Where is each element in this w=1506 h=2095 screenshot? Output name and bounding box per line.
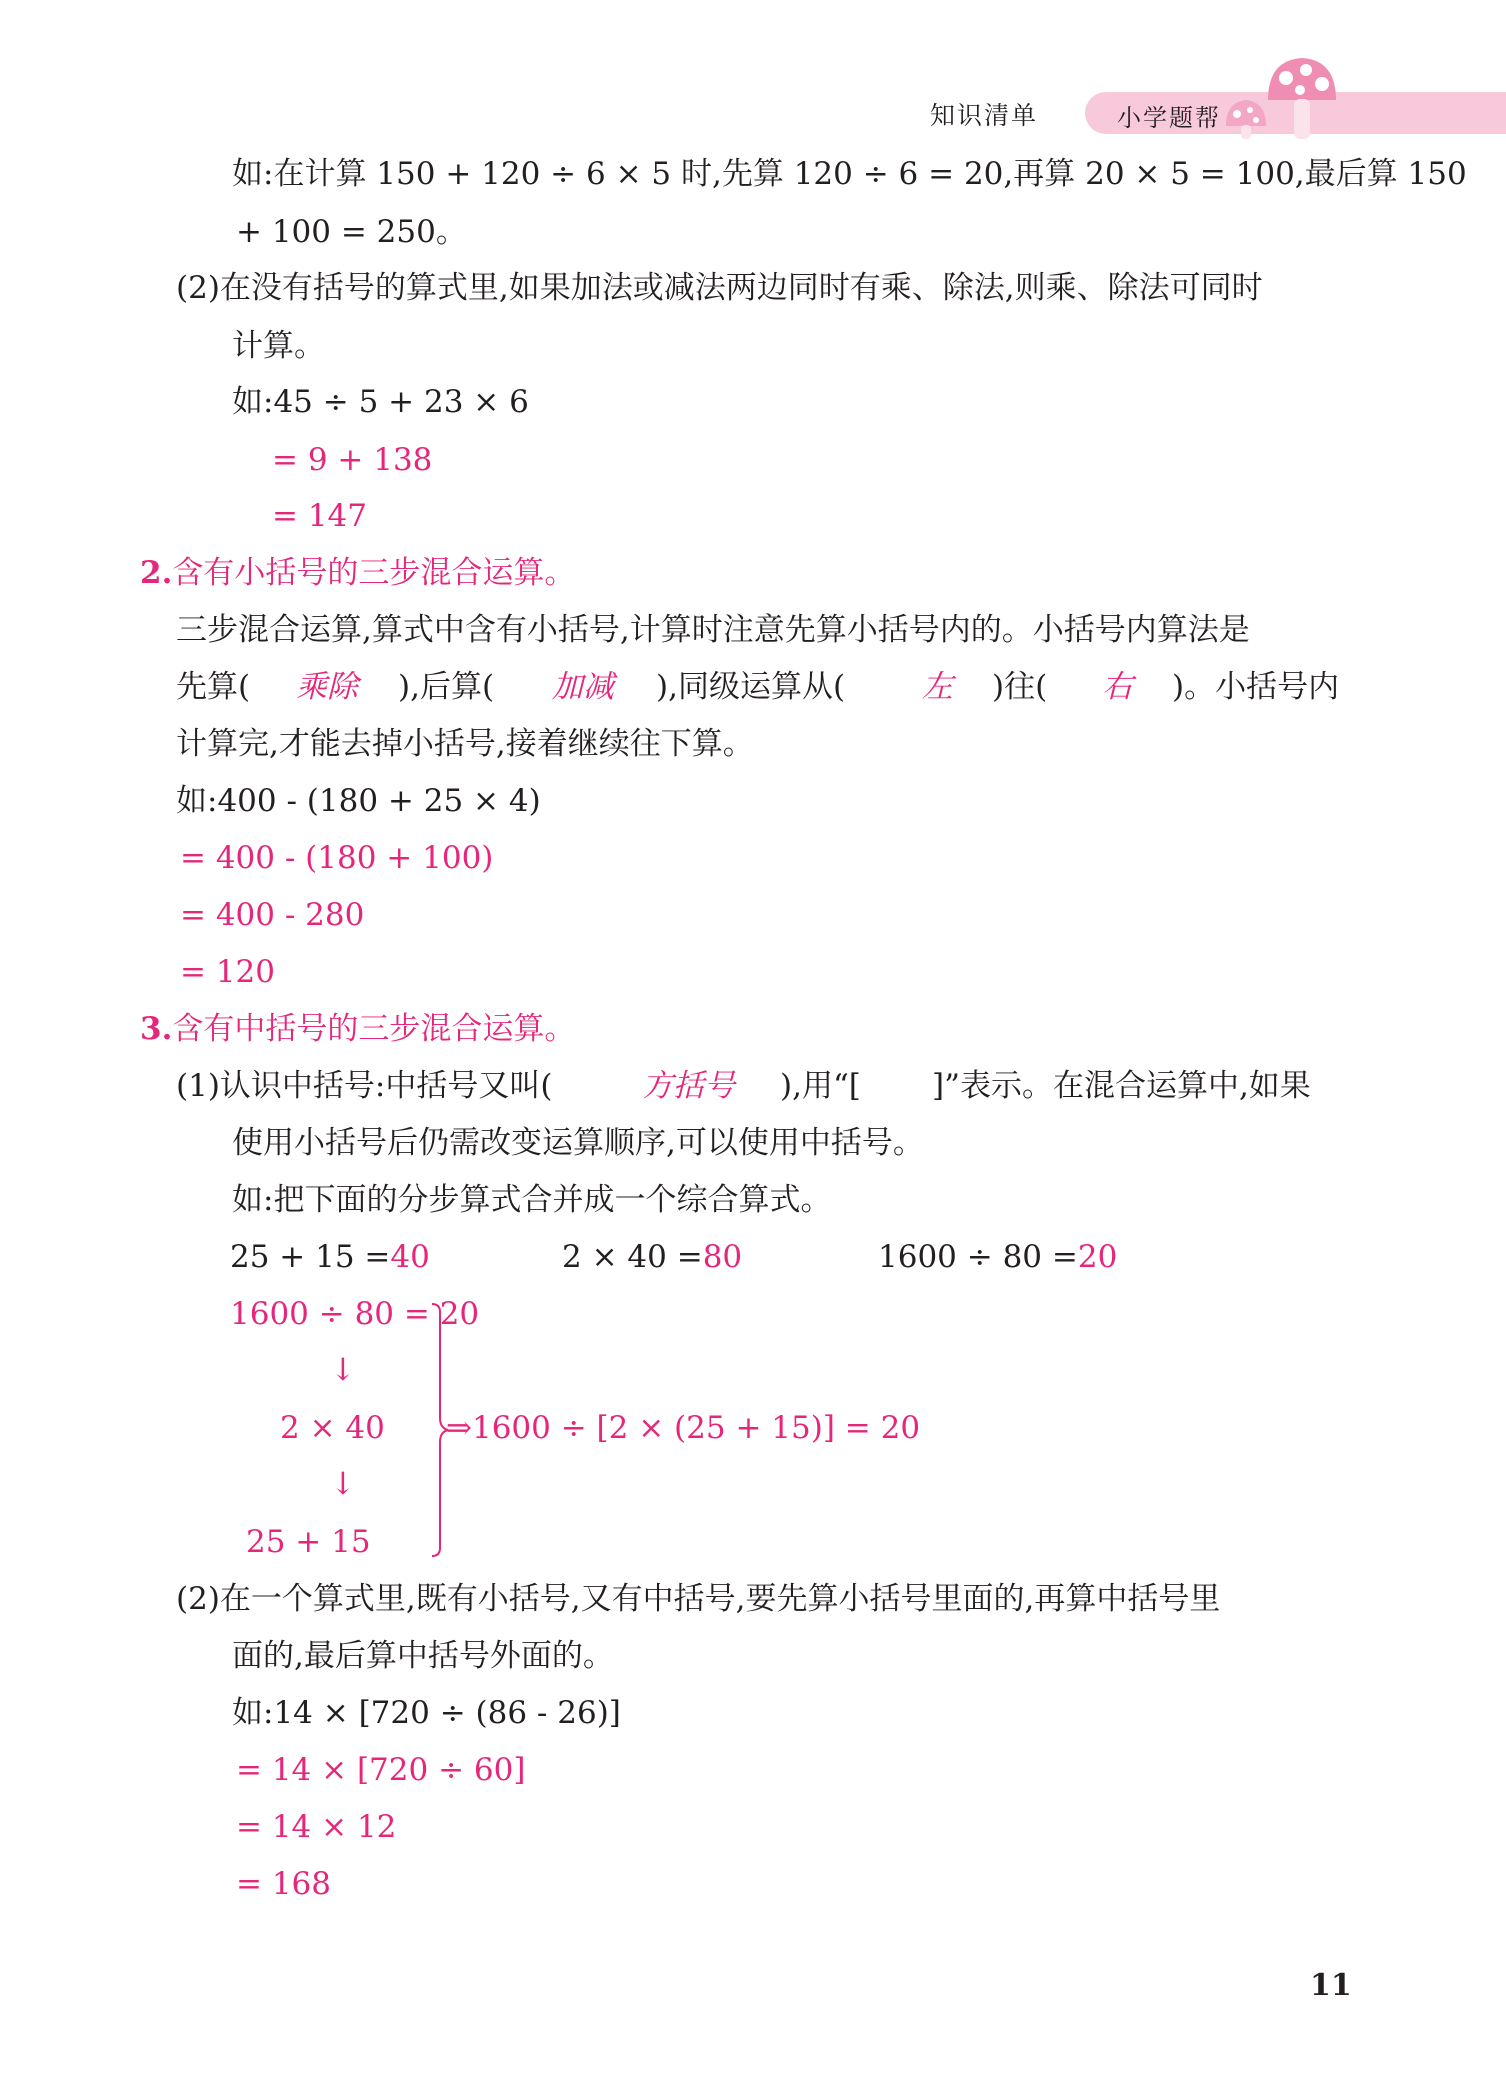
step-equation-2: [562, 1237, 742, 1277]
answer-multiply-divide: 乘除: [296, 669, 358, 705]
step-equation-3-answer: 20: [1077, 1239, 1118, 1275]
answer-add-subtract: 加减: [552, 669, 614, 705]
step-equation-2-answer: 80: [702, 1239, 743, 1275]
answer-right: 右: [1102, 669, 1133, 705]
step-equation-3-question: 1600 ÷ 80 =: [878, 1239, 1078, 1275]
brand-label: 小学题帮: [1117, 104, 1221, 132]
section-2-line-1: 三步混合运算,算式中含有小括号,计算时注意先算小括号内的。小括号内算法是: [176, 612, 1250, 648]
rule-2-example: 如:45 ÷ 5 + 23 × 6: [232, 384, 529, 420]
example-line-2: + 100 = 250。: [236, 214, 467, 250]
section-3-p1-example: 如:把下面的分步算式合并成一个综合算式。: [232, 1182, 832, 1218]
section-2-line-3: 计算完,才能去掉小括号,接着继续往下算。: [176, 726, 754, 762]
section-3-p2-example: 如:14 × [720 ÷ (86 - 26)]: [232, 1695, 621, 1731]
section-3-p1-line-2: 使用小括号后仍需改变运算顺序,可以使用中括号。: [232, 1125, 924, 1161]
flow-arrow-2: ↓: [330, 1466, 356, 1502]
rule-2-step-1: = 9 + 138: [272, 442, 433, 478]
section-2-line-2-a: 先算(: [176, 669, 251, 705]
step-equation-2-question: 2 × 40 =: [562, 1239, 703, 1275]
section-2-number: 2.: [140, 555, 173, 591]
section-2-line-2-e: )。小括号内: [1172, 669, 1340, 705]
step-equation-3: [878, 1237, 1117, 1277]
step-equation-1: [230, 1237, 430, 1277]
section-3-p2-line-2: 面的,最后算中括号外面的。: [232, 1638, 614, 1674]
section-2-heading: [140, 553, 575, 593]
section-2-step-1: = 400 - (180 + 100): [180, 840, 494, 876]
section-3-p2-step-1: = 14 × [720 ÷ 60]: [236, 1752, 526, 1788]
rule-2-step-2: = 147: [272, 498, 367, 534]
section-3-title: 含有中括号的三步混合运算。: [172, 1011, 576, 1047]
section-3-p2-line-1: (2)在一个算式里,既有小括号,又有中括号,要先算小括号里面的,再算中括号里: [176, 1581, 1221, 1617]
example-line-1: 如:在计算 150 + 120 ÷ 6 × 5 时,先算 120 ÷ 6 = 20,再算 20 × 5 = 100,最后算 150: [232, 156, 1467, 192]
rule-2-line-1: (2)在没有括号的算式里,如果加法或减法两边同时有乘、除法,则乘、除法可同时: [176, 270, 1263, 306]
flow-result: ⇒1600 ÷ [2 × (25 + 15)] = 20: [446, 1410, 921, 1446]
section-3-p1-b: ),用“[: [780, 1068, 861, 1104]
section-2-title: 含有小括号的三步混合运算。: [172, 555, 576, 591]
mushroom-icon: [1222, 54, 1340, 150]
section-2-line-2-d: )往(: [992, 669, 1048, 705]
section-2-example: 如:400 - (180 + 25 × 4): [176, 783, 541, 819]
flow-arrow-1: ↓: [330, 1352, 356, 1388]
rule-2-line-2: 计算。: [232, 328, 325, 364]
section-3-p2-step-3: = 168: [236, 1866, 331, 1902]
step-equation-1-question: 25 + 15 =: [230, 1239, 391, 1275]
answer-left: 左: [922, 669, 953, 705]
flow-middle: 2 × 40: [280, 1410, 385, 1446]
page-number: 11: [1310, 1968, 1352, 2003]
section-3-p2-step-2: = 14 × 12: [236, 1809, 397, 1845]
flow-top: 1600 ÷ 80 = 20: [230, 1296, 480, 1332]
flow-bottom: 25 + 15: [246, 1524, 371, 1560]
section-2-line-2-b: ),后算(: [398, 669, 495, 705]
section-3-p1-c: ]”表示。在混合运算中,如果: [932, 1068, 1311, 1104]
section-3-p1-a: (1)认识中括号:中括号又叫(: [176, 1068, 553, 1104]
section-3-number: 3.: [140, 1011, 173, 1047]
answer-square-brackets: 方括号: [642, 1068, 735, 1104]
section-2-step-2: = 400 - 280: [180, 897, 365, 933]
section-3-heading: [140, 1009, 575, 1049]
section-label: 知识清单: [930, 101, 1039, 130]
section-2-line-2-c: ),同级运算从(: [656, 669, 846, 705]
section-2-step-3: = 120: [180, 954, 275, 990]
step-equation-1-answer: 40: [390, 1239, 430, 1275]
